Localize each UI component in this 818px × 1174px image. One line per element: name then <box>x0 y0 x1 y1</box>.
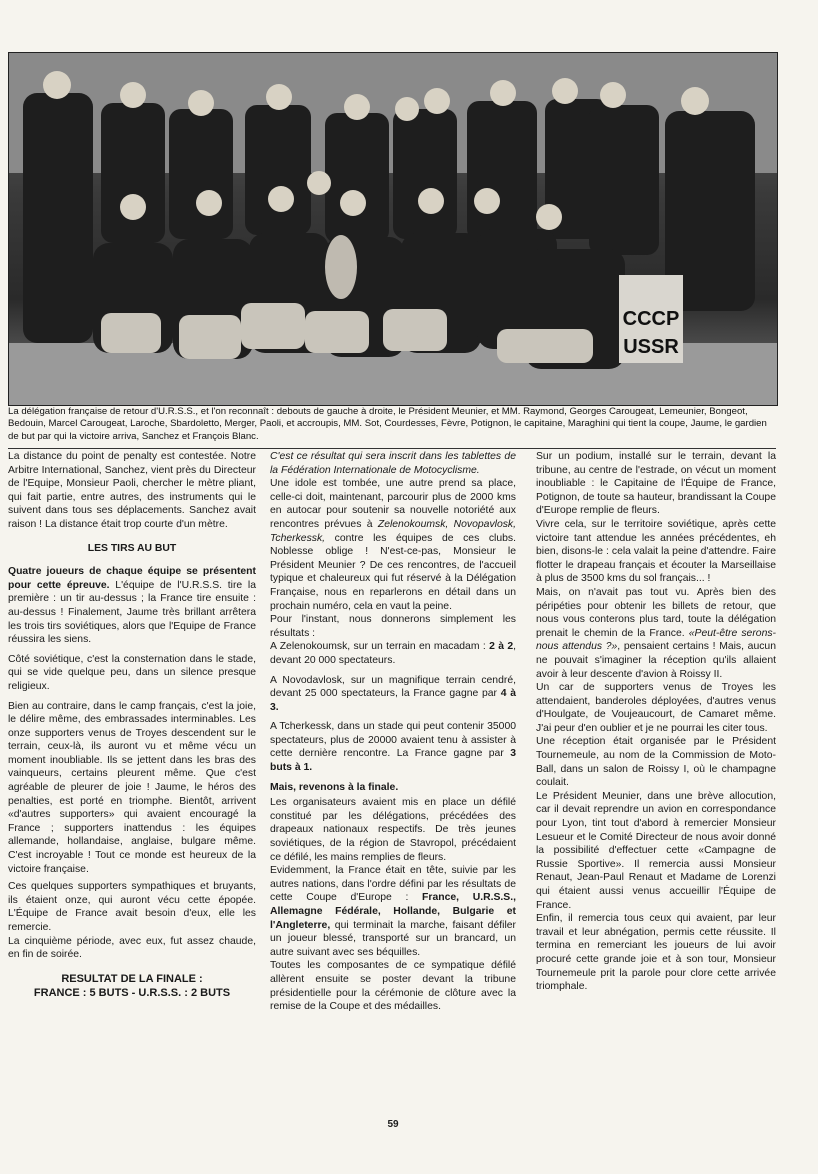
team-photo-graphic <box>9 53 777 405</box>
section-heading-tirs: LES TIRS AU BUT <box>87 542 177 554</box>
column-3 <box>536 450 776 1000</box>
caption-divider <box>8 448 776 449</box>
column-2 <box>270 450 516 1020</box>
final-result-score: FRANCE : 5 BUTS - U.R.S.S. : 2 BUTS <box>33 986 231 999</box>
section-heading-finale: Mais, revenons à la finale. <box>270 781 399 793</box>
col2-result-novodavlosk <box>270 674 516 715</box>
column-1 <box>8 450 256 1000</box>
col2-result-zelenokoumsk <box>270 640 516 667</box>
final-result-title: RESULTAT DE LA FINALE : <box>61 972 203 985</box>
col1-paragraph-2 <box>8 565 256 647</box>
team-photo <box>8 52 778 406</box>
col3-paragraph-3 <box>536 586 776 681</box>
col3-paragraph-5: Une réception était organisée par le Président Tournemeule, au nom de la Commission de Moto-Ball, dans un salon de Roissy I, où le champagne coulait. <box>536 736 776 789</box>
col2-paragraph-9: Toutes les composantes de ce sympatique défilé allèrent ensuite se poster devant la tribune présidentielle pour la cérémonie de clôture avec la remise de la Coupe et des médailles. <box>270 960 516 1013</box>
col2-result-tcherkessk-text: A Tcherkessk, dans un stade qui peut contenir 35000 spectateurs, plus de 20000 avaient tenu à assister à cette dernière rencontre. La France gagne par <box>270 721 516 760</box>
col2-result-zelenokoumsk-text: A Zelenokoumsk, sur un terrain en macadam : <box>270 641 490 653</box>
photo-caption: La délégation française de retour d'U.R.S.S., et l'on reconnaît : debouts de gauche à droite, le Président Meunier, et MM. Raymond, Georges Carougeat, Lemeunier, Bongeot, Bedouin, Marcel Carougeat, Laroche, Sbardoletto, Merger, Paoli, et accroupis, MM. Sot, Courdesses, Fèvre, Potignon, le capitaine, Maraghini qui tient la coupe, Jaume, le gardien de but par qui la victoire arriva, Sanchez et François Blanc. <box>8 406 767 442</box>
col2-towns: Zelenokoumsk, Novopavlosk, Tcherkessk, <box>270 518 517 544</box>
col2-paragraph-8 <box>270 864 516 959</box>
col1-paragraph-3: Côté soviétique, c'est la consternation dans le stade, qui se vide quelque peu, dans un silence presque religieux. <box>8 653 256 692</box>
col2-paragraph-8-start: Evidemment, la France était en tête, suivie par les autres nations, dans l'ordre défini par les résultats de cette Coupe d'Europe : <box>270 865 516 904</box>
col3-paragraph-3-start: Mais, on n'avait pas tout vu. Après bien des péripéties pour obtenir les billets de retour, que nous vous conterons plus tard, toute la délégation prenait le chemin de la France. <box>536 586 776 639</box>
col1-paragraph-1: La distance du point de penalty est contestée. Notre Arbitre International, Sanchez, vient près du Directeur de l'Equipe, Monsieur Paoli, chercher le mètre pliant, qui fait partie, entre autres, des instruments qui le suivent dans tous ses déplacements. Sanchez avait raison ! La distance était trop courte d'un mètre. <box>8 451 256 530</box>
col3-paragraph-1: Sur un podium, installé sur le terrain, devant la tribune, au centre de l'estrade, on vécut un moment inoubliable : le Capitaine de l'Équipe de France, Potignon, de toute sa hauteur, brandissant la Coupe d'Europe remplie de fleurs. <box>536 451 776 517</box>
col1-paragraph-4: Bien au contraire, dans le camp français, c'est la joie, le délire même, des embrassades interminables. Les onze supporters venus de Troyes descendent sur le terrain, ceux-là, ils auront vu et même vécu un moment inoubliable. Ils se jettent dans les bras des vainqueurs, certains pleurent même. Que c'est agréable de pleurer de joie ! Jaume, le héros des penalties, est porté en triomphe. Bientôt, arrivent «d'autres supporters» qui avaient encouragé la France ; supporters inattendus : les équipes allemande, hollandaise, anglaise, bulgare même. C'est incroyable ! Tout ce monde est heureux de la victoire française. <box>8 700 256 875</box>
page-number: 59 <box>387 1119 399 1130</box>
col2-result-novodavlosk-text: A Novodavlosk, sur un magnifique terrain cendré, devant 25 000 spectateurs, la France gagne par <box>270 674 516 700</box>
bag-text-cccp: CCCP <box>622 308 680 330</box>
col2-paragraph-2 <box>270 477 516 613</box>
col3-paragraph-2: Vivre cela, sur le territoire soviétique, après cette victoire tant attendue les années précédentes, eh bien, disons-le : cela valait la peine d'attendre. Faire flotter le drapeau français et écouter la Marseillaise à plus de 3500 kms du sol français... ! <box>536 518 776 585</box>
col3-quote: «Peut-être serons-nous attendus ?» <box>536 627 777 653</box>
col3-paragraph-7: Enfin, il remercia tous ceux qui avaient, par leur travail et leur abnégation, permis cette réussite. Il termina en remerciant les joueurs de lui avoir procuré cette grande joie et à son tour, Monsieur Tournemeule prit la parole pour clore cette arrivée triomphale. <box>536 913 776 993</box>
final-result <box>8 972 256 1000</box>
col3-paragraph-3-end: , pensaient certains ! Mais, aucun ne pouvait s'imaginer la réception qu'ils allaient avoir à leur descente d'avion à Roissy II. <box>536 641 776 680</box>
col1-paragraph-6: La cinquième période, avec eux, fut assez chaude, en fin de soirée. <box>8 935 256 961</box>
bag-text-ussr: USSR <box>623 336 679 358</box>
col3-paragraph-6: Le Président Meunier, dans une brève allocution, car il devait reprendre un avion en correspondance pour Lyon, tint tout d'abord à remercier Monsieur Lesueur et le Comité Directeur de nous avoir donné la possibilité d'effectuer cette «Campagne de Russie Sportive». Il remercia aussi Monsieur Renaut, Jean-Paul Renaut et Madame de Lorenzi qui étaient aussi venus accueillir l'Équipe de France. <box>536 790 776 911</box>
col2-paragraph-1: C'est ce résultat qui sera inscrit dans les tablettes de la Fédération Internationale de Motocyclisme. <box>270 451 516 476</box>
col2-result-zelenokoumsk-end: , devant 20 000 spectateurs. <box>270 641 516 666</box>
col2-result-tcherkessk-score: 3 buts à 1. <box>270 748 516 774</box>
col2-paragraph-3: Pour l'instant, nous donnerons simplement les résultats : <box>270 614 516 639</box>
col2-nations-order: France, U.R.S.S., Allemagne Fédérale, Hollande, Bulgarie et l'Angleterre, <box>270 892 516 931</box>
col2-paragraph-2-start: Une idole est tombée, une autre prend sa place, celle-ci doit, maintenant, parcourir plus de 2000 kms en autocar pour soutenir sa nouvelle notoriété aux rencontres prévues à <box>270 478 516 530</box>
col3-paragraph-4: Un car de supporters venus de Troyes les attendaient, banderoles déployées, d'autres venus d'Houlgate, de Voujeaucourt, de Camaret même. J'ai peur d'en oublier et je ne pourrai les citer tous. <box>536 682 776 734</box>
col1-paragraph-2-rest: L'équipe de l'U.R.S.S. tire la première : un tir au-dessus ; la France tire ensuite : au-dessus ! Finalement, Jaume très brillant arrêtera les trois tirs soviétiques, alors que l'Equipe de France réussira les siens. <box>8 579 257 646</box>
col2-result-tcherkessk <box>270 720 516 774</box>
col1-paragraph-2-bold: Quatre joueurs de chaque équipe se présentent pour cette épreuve. <box>8 566 256 591</box>
col2-result-novodavlosk-score: 4 à 3. <box>270 688 517 713</box>
col1-paragraph-5: Ces quelques supporters sympathiques et bruyants, ils étaient onze, qui auront vécu cette épopée. L'Équipe de France avait besoin d'eux, elle les remercie. <box>8 881 256 933</box>
col2-paragraph-2-end: contre les équipes de ces clubs. Noblesse oblige ! N'est-ce-pas, Monsieur le Président Meunier ? De ces rencontres, de l'accueil typique et chaleureux qui fut réservé à la Délégation Française, nous en reparlerons en détail dans un prochain numéro, cela en vaut la peine. <box>270 532 516 612</box>
col2-paragraph-8-end: qui terminait la marche, faisant défiler un joueur blessé, transporté sur un brancard, un autre suivant avec ses béquilles. <box>270 919 516 958</box>
col2-result-zelenokoumsk-score: 2 à 2 <box>489 641 514 653</box>
col2-paragraph-7: Les organisateurs avaient mis en place un défilé constitué par les délégations, précédées des drapeaux nationaux respectifs. De très jeunes soviétiques, de la région de Stavropol, précédaient ce défilé, les mains remplies de fleurs. <box>270 797 516 863</box>
